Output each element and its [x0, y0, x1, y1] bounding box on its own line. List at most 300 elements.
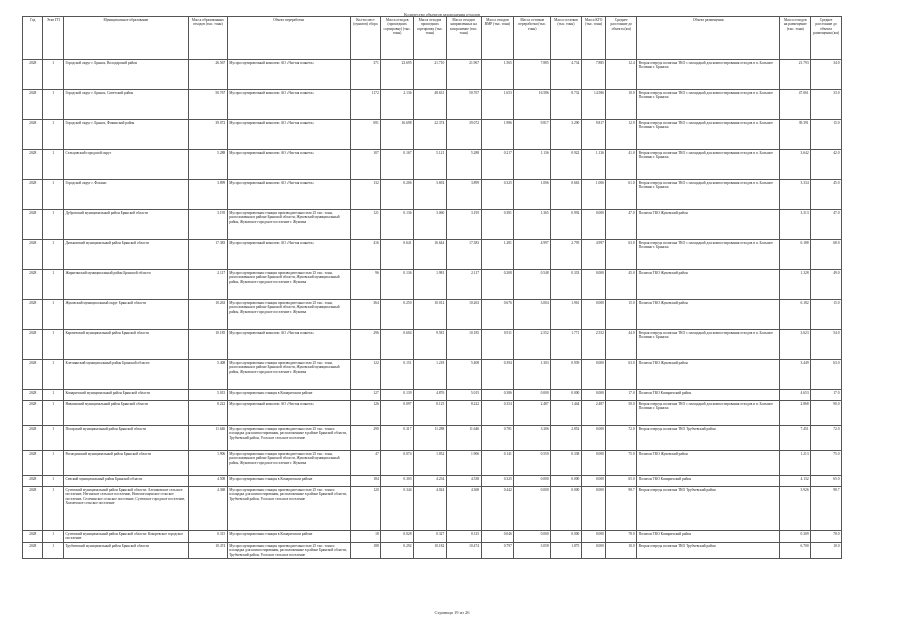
table-cell: 2.117: [446, 270, 481, 300]
table-cell: 0.781: [481, 426, 514, 451]
table-cell: 45.0: [811, 180, 842, 210]
table-cell: Дятьковский муниципальный район Брянской области: [63, 240, 188, 270]
table-cell: Вторая очередь полигона ТКО с площадкой для компостирования отходов в п. Большое Полпино г. Брянска: [637, 90, 780, 120]
table-cell: 0.000: [581, 426, 606, 451]
table-cell: 0.000: [514, 476, 551, 487]
table-body: [23, 60, 842, 559]
table-cell: 90.0: [811, 401, 842, 426]
table-cell: 6.700: [780, 542, 811, 558]
column-header: Масса отходов направленных на захоронение (тыс. тонн): [446, 17, 481, 60]
column-header: Объект размещения: [637, 17, 780, 60]
table-cell: Мусоросортировочная станция производительностью 25 тыс. тонн, расположенная в районе Брянской области, Жуковский муниципальный район, Жуковское городское поселение г. Жуковка: [227, 210, 350, 240]
table-cell: Городской округ г. Брянск, Фокинский район: [63, 120, 188, 150]
table-cell: Жирятинский муниципальный район Брянской области: [63, 270, 188, 300]
table-cell: 0.000: [581, 487, 606, 531]
table-cell: 9.581: [414, 330, 447, 360]
table-cell: 7.451: [780, 426, 811, 451]
table-row: [23, 451, 842, 476]
table-cell: 132: [350, 180, 381, 210]
table-cell: Клетнянский муниципальный район Брянской области: [63, 360, 188, 390]
table-cell: 21.967: [446, 60, 481, 90]
table-cell: 4.368: [188, 487, 227, 531]
table-cell: 0.000: [581, 270, 606, 300]
table-cell: 1: [43, 90, 63, 120]
table-cell: 22.374: [414, 120, 447, 150]
table-cell: 0.000: [551, 390, 582, 401]
table-cell: 0.000: [581, 360, 606, 390]
table-cell: 11.288: [414, 426, 447, 451]
table-cell: 42.0: [811, 150, 842, 180]
table-row: [23, 60, 842, 90]
table-cell: 39.072: [188, 120, 227, 150]
table-cell: 0.550: [514, 451, 551, 476]
column-header: Масса остатков (тыс. тонн): [551, 17, 582, 60]
table-cell: 7.885: [581, 60, 606, 90]
table-cell: Мусоросортировочная станция производительностью 25 тыс. тонн и площадка для компостирования, расположенные в районе Брянской области, Трубчевский район, Усохское сельское поселение: [227, 542, 350, 558]
table-cell: 4.653: [780, 390, 811, 401]
table-cell: 45.0: [606, 270, 637, 300]
table-cell: 0.000: [551, 476, 582, 487]
table-cell: 1: [43, 60, 63, 90]
column-header: Муниципальное образование: [63, 17, 188, 60]
table-cell: 0.000: [514, 487, 551, 531]
table-cell: Вторая очередь полигона ТКО Трубчевский район: [637, 487, 780, 531]
table-cell: Рогнединский муниципальный район Брянской области: [63, 451, 188, 476]
table-cell: 0.325: [481, 180, 514, 210]
column-header: Объект переработки: [227, 17, 350, 60]
table-cell: 48.631: [414, 90, 447, 120]
table-cell: 0.206: [381, 180, 414, 210]
table-cell: 1.771: [551, 330, 582, 360]
table-cell: 0.139: [381, 390, 414, 401]
table-cell: 10.263: [446, 300, 481, 330]
table-cell: 7.885: [514, 60, 551, 90]
table-cell: Навлинский муниципальный район Брянской области: [63, 401, 188, 426]
table-cell: Сельцовский городской округ: [63, 150, 188, 180]
table-cell: 2028: [23, 542, 43, 558]
table-cell: 3.313: [780, 210, 811, 240]
table-cell: 2028: [23, 360, 43, 390]
table-row: [23, 487, 842, 531]
table-cell: 41.0: [606, 150, 637, 180]
table-cell: 0.386: [481, 390, 514, 401]
table-cell: 3.195: [188, 210, 227, 240]
table-cell: 0.000: [551, 487, 582, 531]
column-header: Масса отходов (прошедших сортировку) (тыс. тонн): [381, 17, 414, 60]
table-row: [23, 270, 842, 300]
table-cell: 2028: [23, 531, 43, 543]
table-cell: 2.487: [514, 401, 551, 426]
table-cell: 1.653: [481, 90, 514, 120]
table-cell: 12.4: [606, 60, 637, 90]
table-row: [23, 476, 842, 487]
table-cell: 4.132: [780, 476, 811, 487]
table-cell: Вторая очередь полигона ТКО с площадкой для компостирования отходов в п. Большое Полпино г. Брянска: [637, 150, 780, 180]
table-cell: 0.141: [481, 451, 514, 476]
table-cell: 0.381: [481, 210, 514, 240]
table-cell: 0.394: [481, 360, 514, 390]
table-cell: 98.7: [606, 487, 637, 531]
table-cell: 364: [350, 300, 381, 330]
table-row: [23, 401, 842, 426]
table-cell: 0.250: [381, 300, 414, 330]
table-cell: 0.315: [446, 531, 481, 543]
table-cell: 17.383: [188, 240, 227, 270]
table-cell: 1.136: [514, 150, 551, 180]
table-cell: 121: [350, 210, 381, 240]
table-cell: Мусоросортировочная станция в Комаричском районе: [227, 476, 350, 487]
table-cell: 1.981: [414, 270, 447, 300]
table-cell: Мусоросортировочный комплекс АО «Чистая планета»: [227, 401, 350, 426]
table-cell: 4.234: [414, 476, 447, 487]
table-cell: 1: [43, 487, 63, 531]
table-cell: 10.185: [188, 330, 227, 360]
table-cell: 50.767: [188, 90, 227, 120]
table-cell: 2028: [23, 476, 43, 487]
table-cell: 2028: [23, 180, 43, 210]
table-cell: 9.817: [581, 120, 606, 150]
column-header: Масса отходов ВМР (тыс. тонн): [481, 17, 514, 60]
table-cell: 78.0: [811, 531, 842, 543]
table-cell: 2028: [23, 426, 43, 451]
table-cell: Мусоросортировочная станция производительностью 25 тыс. тонн, расположенная в районе Брянской области, Жуковский муниципальный район, Жуковское городское поселение г. Жуковка: [227, 451, 350, 476]
table-cell: 1: [43, 401, 63, 426]
table-cell: 0.000: [581, 542, 606, 558]
table-cell: 0.000: [581, 210, 606, 240]
table-cell: 1: [43, 240, 63, 270]
table-row: [23, 542, 842, 558]
table-row: [23, 300, 842, 330]
table-cell: 0.939: [551, 360, 582, 390]
table-cell: 17.0: [811, 390, 842, 401]
table-cell: 44.0: [606, 330, 637, 360]
table-cell: 3.290: [551, 120, 582, 150]
table-cell: 5.408: [188, 360, 227, 390]
table-cell: 34.0: [811, 60, 842, 90]
table-cell: 0.136: [381, 210, 414, 240]
table-cell: Полигон ТКО Жуковский район: [637, 451, 780, 476]
table-cell: 3.623: [780, 330, 811, 360]
table-cell: 0.151: [381, 360, 414, 390]
table-cell: 0.000: [581, 451, 606, 476]
table-cell: 1.136: [581, 150, 606, 180]
table-cell: Трубчевский муниципальный район Брянской области: [63, 542, 188, 558]
table-row: [23, 360, 842, 390]
table-cell: Мусоросортировочная станция в Комаричском районе: [227, 390, 350, 401]
table-cell: Полигон ТКО Жуковский район: [637, 300, 780, 330]
table-cell: 2028: [23, 240, 43, 270]
table-cell: Мусоросортировочный комплекс АО «Чистая планета»: [227, 90, 350, 120]
table-cell: Мусоросортировочный комплекс АО «Чистая планета»: [227, 180, 350, 210]
table-cell: 2028: [23, 401, 43, 426]
column-header: Масса остатков переработки (тыс. тонн): [514, 17, 551, 60]
table-cell: 0.676: [481, 300, 514, 330]
table-cell: 1.832: [414, 451, 447, 476]
table-cell: 15.0: [811, 300, 842, 330]
table-cell: 127: [350, 390, 381, 401]
table-cell: 5.408: [446, 360, 481, 390]
table-cell: 47: [350, 451, 381, 476]
table-cell: 3.642: [780, 150, 811, 180]
column-header: Год: [23, 17, 43, 60]
table-cell: 47.0: [811, 210, 842, 240]
table-cell: 0.325: [481, 476, 514, 487]
table-cell: 2.852: [551, 426, 582, 451]
table-cell: 0.338: [551, 451, 582, 476]
table-cell: Карачевский муниципальный район Брянской области: [63, 330, 188, 360]
table-cell: 63.0: [606, 360, 637, 390]
table-cell: Вторая очередь полигона ТКО с площадкой для компостирования отходов в п. Большое Полпино г. Брянска: [637, 60, 780, 90]
table-cell: 2028: [23, 60, 43, 90]
table-cell: 2028: [23, 210, 43, 240]
table-cell: 65.0: [606, 476, 637, 487]
table-cell: 75.0: [811, 451, 842, 476]
table-cell: 15.0: [606, 300, 637, 330]
table-cell: Мусоросортировочный комплекс АО «Чистая планета»: [227, 150, 350, 180]
column-header: Этап ГП: [43, 17, 63, 60]
table-cell: 1: [43, 451, 63, 476]
table-cell: 1.906: [188, 451, 227, 476]
table-cell: Вторая очередь полигона ТКО с площадкой для компостирования отходов в п. Большое Полпино г. Брянска: [637, 240, 780, 270]
column-header: Масса КГО (тыс. тонн): [581, 17, 606, 60]
table-cell: 122: [350, 360, 381, 390]
table-cell: 4.997: [514, 240, 551, 270]
table-cell: 47.0: [606, 210, 637, 240]
super-header-text: Количество объектов захоронения отходов: [403, 12, 481, 17]
table-cell: Полигон ТКО Жуковский район: [637, 210, 780, 240]
table-cell: 63.0: [811, 360, 842, 390]
table-cell: 11.646: [188, 426, 227, 451]
table-cell: Мусоросортировочная станция производительностью 25 тыс. тонн, расположенная в районе Брянской области, Жуковский муниципальный район, Жуковское городское поселение г. Жуковка: [227, 360, 350, 390]
table-cell: 2028: [23, 487, 43, 531]
table-cell: 2.795: [551, 240, 582, 270]
table-cell: 416: [350, 240, 381, 270]
table-cell: 0.136: [381, 270, 414, 300]
table-cell: 1.303: [514, 360, 551, 390]
table-cell: 1: [43, 426, 63, 451]
table-cell: 0.641: [381, 240, 414, 270]
table-cell: 0.167: [381, 150, 414, 180]
table-cell: 1: [43, 390, 63, 401]
table-cell: Городской округ г. Брянск, Володарский район: [63, 60, 188, 90]
table-cell: 5.015: [446, 390, 481, 401]
table-cell: 371: [350, 60, 381, 90]
table-cell: 1: [43, 150, 63, 180]
table-cell: 0.442: [481, 487, 514, 531]
table-cell: 2028: [23, 120, 43, 150]
table-cell: 23.695: [381, 60, 414, 90]
table-cell: 1: [43, 542, 63, 558]
table-cell: Вторая очередь полигона ТКО с площадкой для компостирования отходов в п. Большое Полпино г. Брянска: [637, 401, 780, 426]
table-cell: 4.876: [414, 390, 447, 401]
table-cell: 2.552: [581, 330, 606, 360]
table-row: [23, 426, 842, 451]
table-cell: 0.992: [551, 210, 582, 240]
table-cell: 18: [350, 531, 381, 543]
table-cell: 21.793: [780, 60, 811, 90]
table-cell: 3.692: [414, 180, 447, 210]
table-cell: 50.0: [606, 401, 637, 426]
table-cell: Полигон ТКО Комаричский район: [637, 390, 780, 401]
table-cell: Дубровский муниципальный район Брянской области: [63, 210, 188, 240]
table-cell: 1: [43, 476, 63, 487]
table-cell: 5.015: [188, 390, 227, 401]
table-cell: 10.182: [414, 542, 447, 558]
table-cell: Городской округ г. Фокино: [63, 180, 188, 210]
table-cell: Полигон ТКО Жуковский район: [637, 270, 780, 300]
table-cell: 10.0: [606, 90, 637, 120]
table-cell: Суземский муниципальный район Брянской области: Алешковское сельское поселение, Негинское сельское поселение, Новопогощенское сельское поселение, Селечинское сельское поселение, Суземское городское поселение, Холмечское сельское поселение: [63, 487, 188, 531]
table-cell: 1.875: [551, 542, 582, 558]
table-cell: 0.097: [381, 401, 414, 426]
table-cell: 3.926: [780, 487, 811, 531]
table-cell: 49.0: [811, 270, 842, 300]
table-cell: Вторая очередь полигона ТКО Трубчевский район: [637, 426, 780, 451]
table-cell: 61.0: [606, 180, 637, 210]
table-cell: 72.0: [606, 426, 637, 451]
table-cell: 4.997: [581, 240, 606, 270]
column-header: Масса отходов прошедших сортировку (тыс. тонн): [414, 17, 447, 60]
table-cell: 10.185: [446, 330, 481, 360]
column-header: Среднее расстояние до объекта (км): [606, 17, 637, 60]
table-cell: 1: [43, 300, 63, 330]
table-cell: 1.328: [780, 270, 811, 300]
table-cell: 107: [350, 150, 381, 180]
table-cell: 9.817: [514, 120, 551, 150]
table-cell: 4.368: [446, 487, 481, 531]
table-cell: 1.986: [481, 120, 514, 150]
data-table: [22, 16, 842, 559]
table-cell: 0.922: [551, 150, 582, 180]
table-cell: 2.136: [381, 90, 414, 120]
table-cell: 1.961: [551, 300, 582, 330]
table-cell: 47.061: [780, 90, 811, 120]
table-cell: 1172: [350, 90, 381, 120]
table-cell: 12.9: [606, 120, 637, 150]
table-cell: 0.663: [551, 180, 582, 210]
table-cell: 0.000: [581, 390, 606, 401]
table-cell: 0.303: [381, 476, 414, 487]
table-cell: 2.487: [581, 401, 606, 426]
table-cell: 1: [43, 360, 63, 390]
table-cell: 16.698: [381, 120, 414, 150]
table-cell: 16.644: [414, 240, 447, 270]
table-cell: 8.222: [446, 401, 481, 426]
table-cell: 0.000: [581, 476, 606, 487]
table-row: [23, 150, 842, 180]
table-cell: 2.552: [514, 330, 551, 360]
table-cell: Мусоросортировочный комплекс АО «Чистая планета»: [227, 240, 350, 270]
table-cell: 11.646: [446, 426, 481, 451]
table-cell: Вторая очередь полигона ТКО с площадкой для компостирования отходов в п. Большое Полпино г. Брянска: [637, 180, 780, 210]
table-cell: 10.012: [414, 300, 447, 330]
table-cell: Мусоросортировочная станция в Комаричском районе: [227, 531, 350, 543]
table-cell: 3.334: [780, 180, 811, 210]
table-cell: 0.000: [514, 531, 551, 543]
table-cell: 0.000: [581, 300, 606, 330]
table-cell: 1.218: [414, 360, 447, 390]
table-cell: 1: [43, 330, 63, 360]
table-cell: Полигон ТКО Комаричский район: [637, 531, 780, 543]
table-cell: 4.734: [551, 60, 582, 90]
table-cell: 0.074: [381, 451, 414, 476]
table-row: [23, 90, 842, 120]
table-cell: 3.058: [514, 542, 551, 558]
table-cell: Вторая очередь полигона ТКО с площадкой для компостирования отходов в п. Большое Полпино г. Брянска: [637, 120, 780, 150]
table-cell: 0.548: [514, 270, 551, 300]
table-header-row: [23, 17, 842, 60]
table-cell: 2028: [23, 90, 43, 120]
table-cell: 75.0: [606, 451, 637, 476]
table-cell: 17.0: [606, 390, 637, 401]
column-header: Масса образованных отходов (тыс. тонн): [188, 17, 227, 60]
table-row: [23, 120, 842, 150]
table-cell: 54.0: [811, 330, 842, 360]
table-cell: 10.474: [188, 542, 227, 558]
table-cell: Вторая очередь полигона ТКО Трубчевский район: [637, 542, 780, 558]
table-cell: 16.586: [514, 90, 551, 120]
table-cell: Мусоросортировочный комплекс АО «Чистая планета»: [227, 330, 350, 360]
table-cell: 1: [43, 120, 63, 150]
table-cell: 0.354: [481, 401, 514, 426]
table-cell: 50.767: [446, 90, 481, 120]
table-cell: 0.604: [381, 330, 414, 360]
table-cell: 6.182: [780, 300, 811, 330]
table-cell: 0.333: [551, 270, 582, 300]
table-cell: 1.213: [780, 451, 811, 476]
table-cell: Полигон ТКО Комаричский район: [637, 476, 780, 487]
table-cell: 1.565: [481, 60, 514, 90]
table-cell: 1: [43, 270, 63, 300]
table-cell: 14.586: [581, 90, 606, 120]
column-header: Среднее расстояние до объекта размещения (км): [811, 17, 842, 60]
page-footer: Страница 19 из 26: [434, 610, 470, 615]
table-cell: 10.474: [446, 542, 481, 558]
table-cell: 0.317: [381, 426, 414, 451]
column-header: Кол-во мест (пунктов) сбора: [350, 17, 381, 60]
table-cell: Мусоросортировочный комплекс АО «Чистая планета»: [227, 120, 350, 150]
table-cell: 33.0: [811, 90, 842, 120]
table-cell: Мусоросортировочная станция производительностью 25 тыс. тонн и площадка для компостирования, расположенные в районе Брянской области, Трубчевский район, Усохское сельское поселение: [227, 426, 350, 451]
table-cell: 26.567: [188, 60, 227, 90]
table-cell: 2028: [23, 390, 43, 401]
table-cell: Погарский муниципальный район Брянской области: [63, 426, 188, 451]
table-cell: Жуковский муниципальный округ Брянской области: [63, 300, 188, 330]
table-row: [23, 390, 842, 401]
table-cell: Вторая очередь полигона ТКО с площадкой для компостирования отходов в п. Большое Полпино г. Брянска: [637, 330, 780, 360]
table-cell: 3.060: [414, 210, 447, 240]
table-row: [23, 531, 842, 543]
table-cell: 10.263: [188, 300, 227, 330]
table-cell: 4.508: [188, 476, 227, 487]
table-cell: 3.449: [780, 360, 811, 390]
table-cell: 21.710: [414, 60, 447, 90]
table-cell: 72.0: [811, 426, 842, 451]
table-cell: 296: [350, 330, 381, 360]
table-cell: 120: [350, 487, 381, 531]
table-cell: 0.797: [481, 542, 514, 558]
table-row: [23, 180, 842, 210]
table-cell: 184: [350, 476, 381, 487]
table-cell: Мусоросортировочный комплекс АО «Чистая планета»: [227, 60, 350, 90]
table-cell: 3.306: [514, 426, 551, 451]
table-cell: 78.0: [606, 531, 637, 543]
table-cell: 2.117: [188, 270, 227, 300]
table-cell: 1: [43, 180, 63, 210]
table-cell: 2028: [23, 270, 43, 300]
table-cell: 2.868: [780, 401, 811, 426]
table-cell: 3.195: [446, 210, 481, 240]
